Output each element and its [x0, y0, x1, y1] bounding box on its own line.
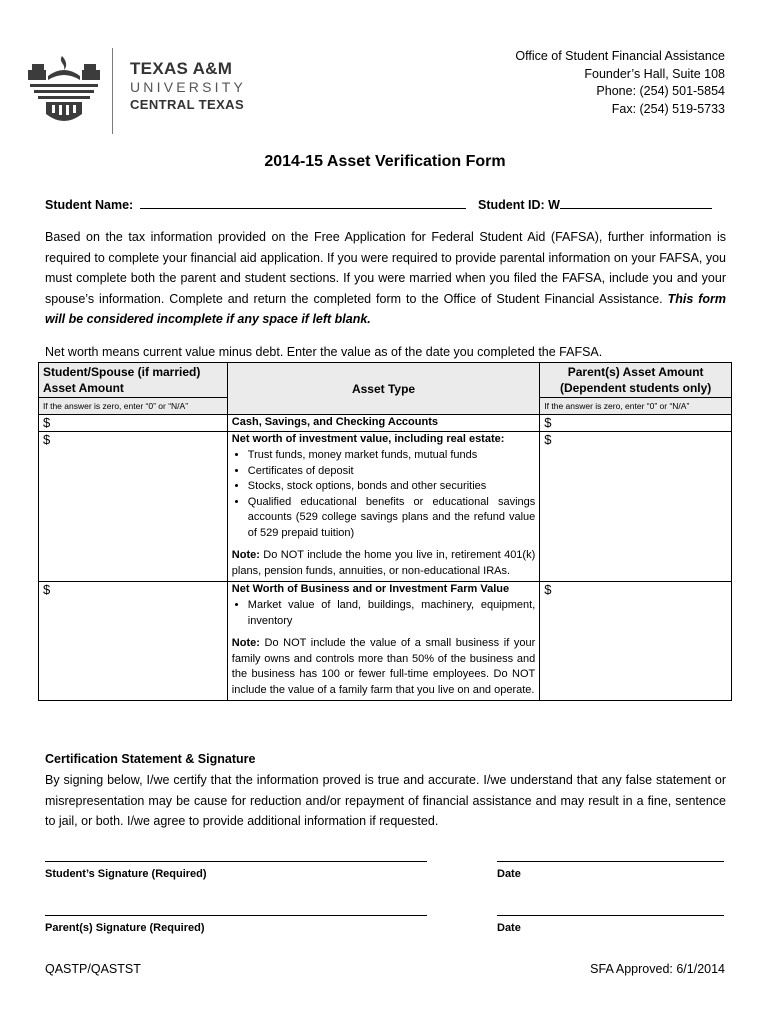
asset-table [38, 362, 732, 701]
business-heading: Net Worth of Business and or Investment Farm Value [231, 583, 510, 595]
logo-line-2: UNIVERSITY [130, 79, 247, 95]
header-asset-type: Asset Type [227, 363, 539, 415]
university-wordmark [130, 60, 246, 111]
footer-form-code: QASTP/QASTST [45, 962, 141, 976]
parent-date-label: Date [497, 922, 521, 934]
intro-paragraph [45, 227, 726, 330]
header-student-line-1: Student/Spouse (if married) [43, 365, 201, 379]
business-bullet-list [232, 598, 535, 629]
investments-heading: Net worth of investment value, including real estate: [231, 433, 505, 445]
header-parent-line-2: (Dependent students only) [559, 381, 712, 395]
office-fax: Fax: (254) 519-5733 [611, 101, 725, 116]
asset-type-cash: Cash, Savings, and Checking Accounts [227, 415, 539, 432]
note-label: Note: [231, 549, 260, 561]
office-name: Office of Student Financial Assistance [515, 49, 725, 63]
header-parent-line-1: Parent(s) Asset Amount [567, 365, 704, 379]
asset-type-investments [227, 432, 539, 582]
student-business-amount[interactable]: $ [39, 582, 228, 701]
list-item: • Qualified educational benefits or educational savings accounts (529 college savings plans and the refund value of 529 prepaid tuition) [248, 495, 535, 542]
investments-bullet-list [232, 448, 535, 541]
parent-business-amount[interactable]: $ [540, 582, 732, 701]
note-text: Do NOT include the value of a small business if your family owns and controls more than 50% of the business and the business has 100 or fewer full-time employees. Do NOT include the value of a family farm that you live on and operate. [231, 637, 536, 696]
parent-date-line[interactable] [497, 915, 724, 916]
student-signature-label: Student’s Signature (Required) [45, 868, 207, 880]
parent-signature-line[interactable] [45, 915, 427, 916]
asset-type-business [227, 582, 539, 701]
logo-divider [112, 48, 113, 134]
asset-row-business [39, 582, 732, 701]
certification-title: Certification Statement & Signature [45, 752, 256, 766]
form-title: 2014-15 Asset Verification Form [264, 153, 506, 170]
asset-row-cash [39, 415, 732, 432]
note-label: Note: [231, 637, 260, 649]
university-seal-icon [24, 54, 104, 130]
office-phone: Phone: (254) 501-5854 [596, 84, 725, 98]
list-item: • Stocks, stock options, bonds and other securities [248, 479, 535, 495]
asset-table-header [39, 363, 732, 398]
investments-note [232, 548, 535, 579]
logo-line-3: CENTRAL TEXAS [130, 97, 245, 112]
parent-zero-note: If the answer is zero, enter “0” or “N/A” [540, 398, 732, 415]
office-address: Founder’s Hall, Suite 108 [584, 66, 725, 81]
certification-text: By signing below, I/we certify that the information proved is true and accurate. I/we understand that any false statement or misrepresentation may be cause for reduction and/or repayment of financial assistance and may result in a fine, sentence to jail, or both. I/we agree to provide additional information if requested. [45, 773, 726, 828]
student-date-line[interactable] [497, 861, 724, 862]
student-name-input-line[interactable] [140, 196, 466, 209]
business-note [232, 636, 535, 698]
header-parent-asset [540, 363, 732, 398]
office-address-block [515, 48, 725, 118]
intro-text: Based on the tax information provided on the Free Application for Federal Student Aid (FAFSA), further information is required to complete your financial aid application. If you were required to provide parental information on your FAFSA, you must complete both the parent and student sections. If you were married when you filed the FAFSA, include you and your spouse’s information. Complete and return the completed form to the Office of Student Financial Assistance. [45, 230, 726, 306]
asset-row-investments [39, 432, 732, 582]
net-worth-note: Net worth means current value minus debt. Enter the value as of the date you completed the FAFSA. [45, 345, 603, 359]
logo-line-1: TEXAS A&M [130, 59, 233, 78]
student-id-label: Student ID: W [478, 198, 560, 212]
parent-cash-amount[interactable]: $ [540, 415, 732, 432]
note-text: Do NOT include the home you live in, retirement 401(k) plans, pension funds, annuities, or non-educational IRAs. [231, 549, 536, 577]
header-student-line-2: Asset Amount [43, 381, 124, 395]
list-item: • Trust funds, money market funds, mutual funds [248, 448, 535, 464]
parent-investment-amount[interactable]: $ [540, 432, 732, 582]
student-zero-note: If the answer is zero, enter “0” or “N/A” [39, 398, 228, 415]
header-student-asset [39, 363, 228, 398]
list-item: • Certificates of deposit [248, 464, 535, 480]
student-name-field[interactable] [45, 196, 466, 212]
student-signature-line[interactable] [45, 861, 427, 862]
student-investment-amount[interactable]: $ [39, 432, 228, 582]
incomplete-warning: This form will be considered incomplete if any space if left blank. [45, 291, 726, 326]
student-date-label: Date [497, 868, 521, 880]
list-item: • Market value of land, buildings, machinery, equipment, inventory [248, 598, 535, 629]
student-id-input-line[interactable] [560, 196, 712, 209]
footer-approval-date: SFA Approved: 6/1/2014 [590, 962, 725, 976]
student-id-field[interactable] [478, 196, 712, 212]
student-cash-amount[interactable]: $ [39, 415, 228, 432]
parent-signature-label: Parent(s) Signature (Required) [45, 922, 205, 934]
student-name-label: Student Name: [45, 198, 134, 212]
